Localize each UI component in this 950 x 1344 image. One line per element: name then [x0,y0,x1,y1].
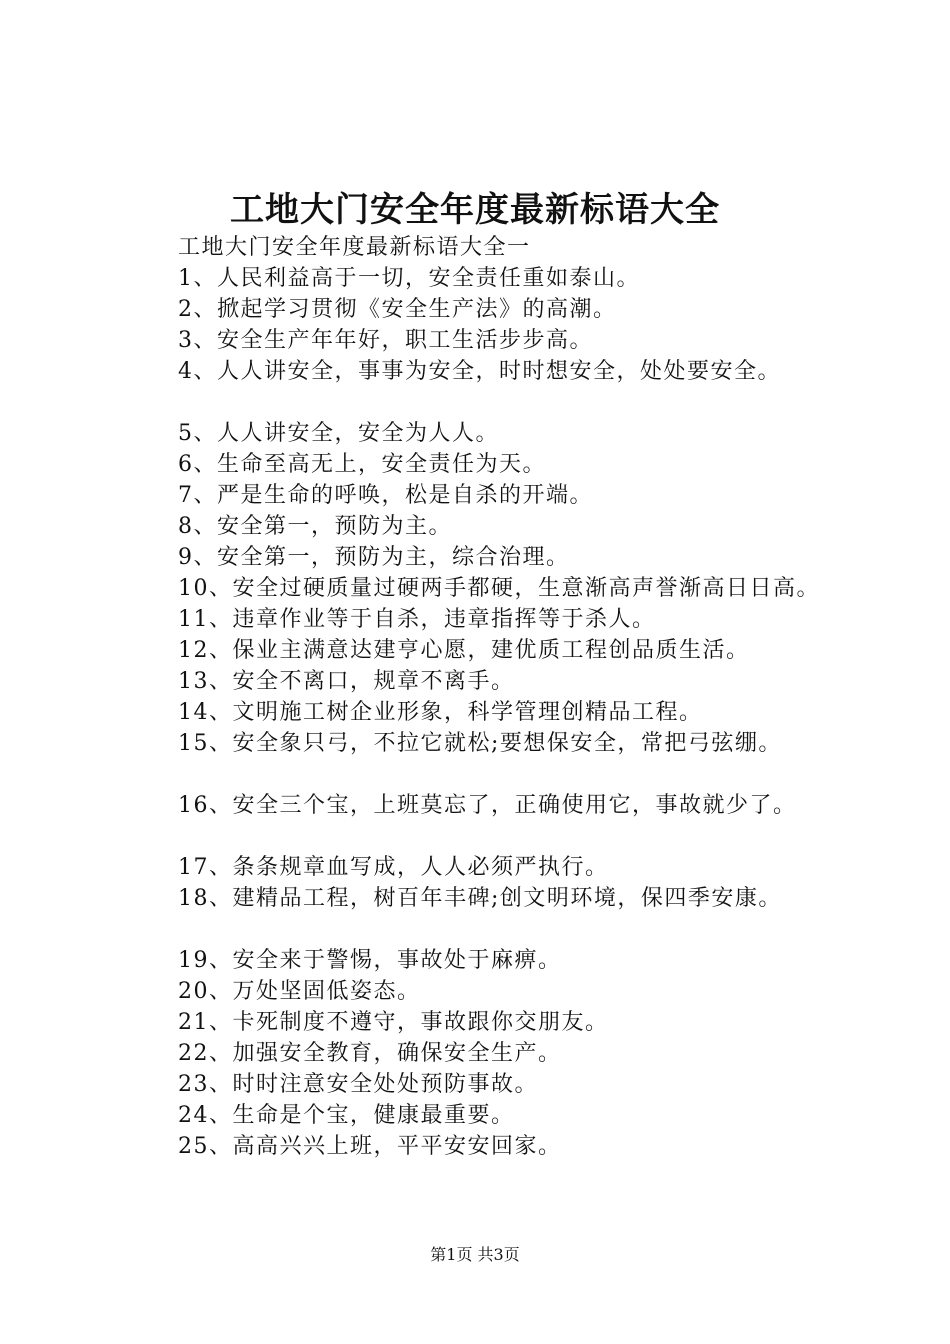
slogan-item: 14、文明施工树企业形象，科学管理创精品工程。 [178,700,703,725]
slogan-item: 21、卡死制度不遵守，事故跟你交朋友。 [178,1010,609,1035]
document-body [128,232,848,1162]
slogan-item: 17、条条规章血写成，人人必须严执行。 [178,855,609,880]
slogan-item: 16、安全三个宝，上班莫忘了，正确使用它，事故就少了。 [178,793,797,818]
slogan-item: 11、违章作业等于自杀，违章指挥等于杀人。 [178,607,656,632]
slogan-item: 1、人民利益高于一切，安全责任重如泰山。 [178,266,640,291]
document-title: 工地大门安全年度最新标语大全 [230,190,720,230]
slogan-item: 7、严是生命的呼唤，松是自杀的开端。 [178,483,593,508]
slogan-item: 2、掀起学习贯彻《安全生产法》的高潮。 [178,297,617,322]
slogan-item: 4、人人讲安全，事事为安全，时时想安全，处处要安全。 [178,359,781,384]
slogan-item: 3、安全生产年年好，职工生活步步高。 [178,328,593,353]
section-heading: 工地大门安全年度最新标语大全一 [178,235,531,260]
slogan-item: 10、安全过硬质量过硬两手都硬，生意渐高声誉渐高日日高。 [178,576,820,601]
slogan-item: 18、建精品工程，树百年丰碑;创文明环境，保四季安康。 [178,886,782,911]
slogan-item: 20、万处坚固低姿态。 [178,979,421,1004]
slogan-item: 15、安全象只弓，不拉它就松;要想保安全，常把弓弦绷。 [178,731,782,756]
slogan-item: 12、保业主满意达建亨心愿，建优质工程创品质生活。 [178,638,750,663]
slogan-item: 23、时时注意安全处处预防事故。 [178,1072,538,1097]
slogan-item: 9、安全第一，预防为主，综合治理。 [178,545,570,570]
slogan-item: 13、安全不离口，规章不离手。 [178,669,515,694]
slogan-item: 19、安全来于警惕，事故处于麻痹。 [178,948,562,973]
slogan-item: 6、生命至高无上，安全责任为天。 [178,452,546,477]
page-footer: 第1页 共3页 [430,1245,520,1264]
slogan-item: 22、加强安全教育，确保安全生产。 [178,1041,562,1066]
slogan-item: 5、人人讲安全，安全为人人。 [178,421,499,446]
slogan-item: 8、安全第一，预防为主。 [178,514,452,539]
slogan-item: 25、高高兴兴上班，平平安安回家。 [178,1134,562,1159]
slogan-item: 24、生命是个宝，健康最重要。 [178,1103,515,1128]
